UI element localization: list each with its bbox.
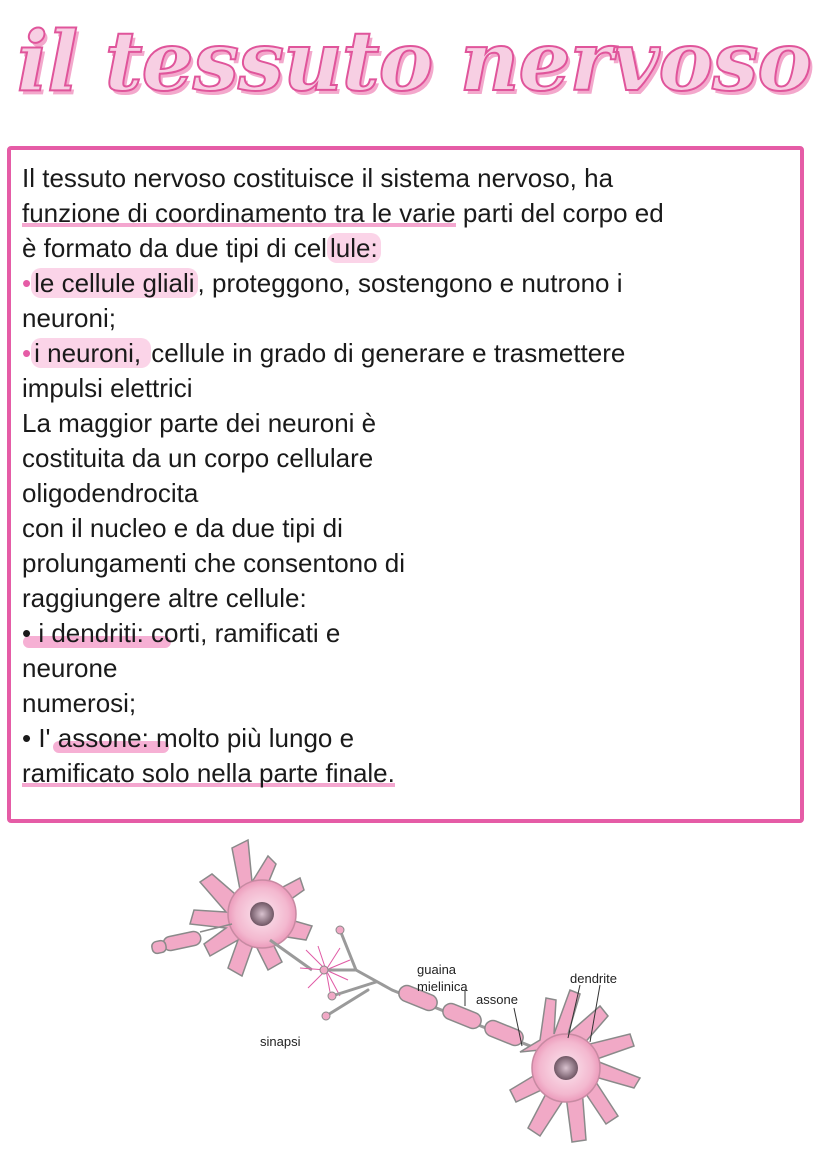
highlighted-phrase: i dendriti: [38,618,144,648]
text-line: costituita da un corpo cellulare [22,443,374,473]
text-box [7,146,804,823]
text-line: funzione di coordinamento tra le varie parti del corpo ed [22,198,664,228]
highlighted-phrase: le cellule gliali [31,268,197,298]
text-line: neuroni; [22,303,116,333]
label-dendrite: dendrite [570,971,617,986]
text-line: numerosi; [22,688,137,718]
text-line: raggiungere altre cellule: [22,583,307,613]
neuron-diagram [0,820,828,1171]
text-line: • i neuroni, cellule in grado di generare e trasmettere [22,338,626,368]
text-line: • i dendriti: corti, ramificati e [22,618,341,648]
text-line: • I' assone: molto più lungo e [22,723,355,753]
label-mielinica: mielinica [417,979,468,994]
text-line: è formato da due tipi di cel lule: [22,232,381,264]
bullet-icon: • [22,338,32,368]
text-line: neurone [22,653,118,683]
highlighted-phrase: ramificato solo nella parte finale. [22,758,395,788]
axon-terminals [324,930,392,1016]
text-line: impulsi elettrici [22,373,193,403]
bullet-icon: • [22,268,32,298]
highlighted-phrase: I' assone: [38,723,149,753]
highlighted-phrase: lule: [327,233,381,263]
text-line: La maggior parte dei neuroni è [22,408,377,438]
text-line: oligodendrocita [22,478,199,508]
highlighted-phrase: i neuroni, [31,338,151,368]
neuron-bottom [510,990,640,1142]
text-line: con il nucleo e da due tipi di [22,513,343,543]
text-line: • le cellule gliali , proteggono, sostengono e nutrono i [22,268,623,298]
page-title: il tessuto nervoso [16,14,812,110]
label-assone: assone [476,992,518,1007]
highlighted-phrase: funzione di coordinamento tra le varie [22,198,456,228]
label-guaina: guaina [417,962,457,977]
text-line: prolungamenti che consentono di [22,548,406,578]
label-sinapsi: sinapsi [260,1034,301,1049]
text-line: Il tessuto nervoso costituisce il sistema nervoso, ha [22,163,614,193]
text-line [22,757,395,789]
